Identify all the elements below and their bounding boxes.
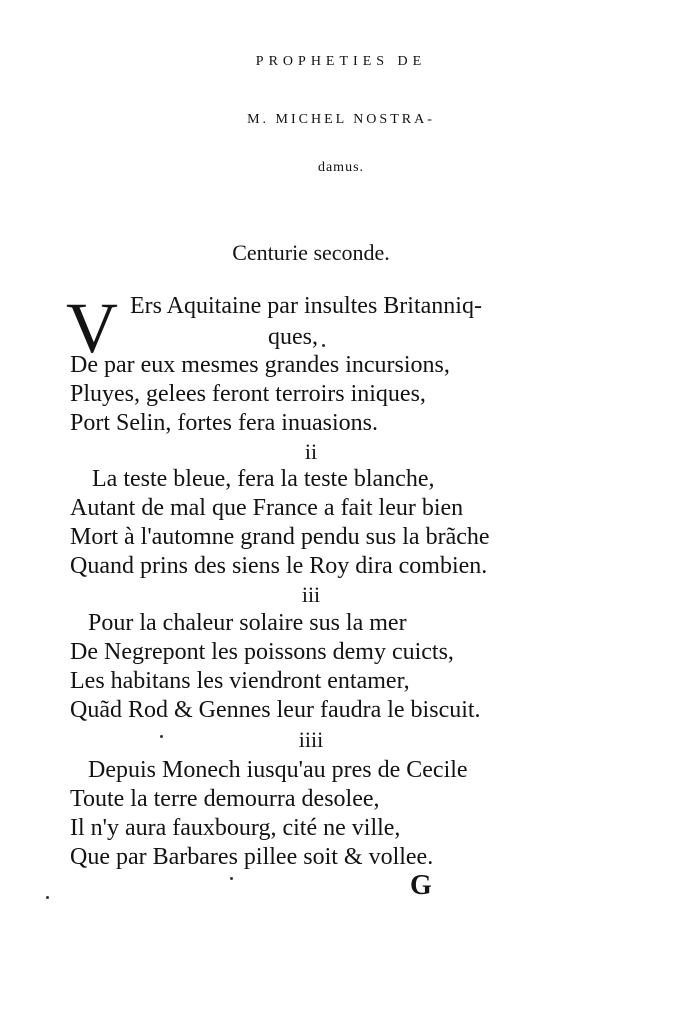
quatrain-number: ii: [304, 439, 318, 464]
verse-line: Les habitans les viendront entamer,: [70, 668, 410, 694]
verse-line: Il n'y aura fauxbourg, cité ne ville,: [70, 815, 401, 841]
scan-speck: [160, 735, 163, 738]
scan-speck: [230, 877, 233, 880]
verse-line: Ers Aquitaine par insultes Britanniq-: [130, 293, 482, 319]
verse-line: De par eux mesmes grandes incursions,: [70, 352, 450, 378]
verse-line: Pluyes, gelees feront terroirs iniques,: [70, 381, 426, 407]
verse-line: Pour la chaleur solaire sus la mer: [88, 610, 407, 636]
quatrain-number: iiii: [298, 727, 324, 752]
title-line-3: damus.: [317, 160, 365, 175]
verse-line: Quand prins des siens le Roy dira combien.: [70, 553, 488, 579]
drop-cap: V: [66, 288, 118, 368]
title-line-2: M. MICHEL NOSTRA-: [247, 112, 435, 127]
verse-line: Mort à l'automne grand pendu sus la brãche: [70, 524, 490, 550]
verse-line: De Negrepont les poissons demy cuicts,: [70, 639, 454, 665]
verse-line: Quãd Rod & Gennes leur faudra le biscuit.: [70, 697, 481, 723]
scan-speck: [322, 344, 325, 347]
verse-line: Autant de mal que France a fait leur bien: [70, 495, 464, 521]
verse-line: Toute la terre demourra desolee,: [70, 786, 380, 812]
century-heading: Centurie seconde.: [232, 240, 390, 265]
verse-line: Depuis Monech iusqu'au pres de Cecile: [88, 757, 468, 783]
scan-speck: [46, 896, 49, 899]
verse-line: La teste bleue, fera la teste blanche,: [92, 466, 435, 492]
signature-mark: G: [410, 870, 432, 901]
verse-line: Port Selin, fortes fera inuasions.: [70, 410, 378, 436]
title-line-1: PROPHETIES DE: [255, 54, 427, 69]
verse-line: Que par Barbares pillee soit & vollee.: [70, 844, 434, 870]
quatrain-number: iii: [301, 582, 321, 607]
verse-line: ques,: [268, 324, 318, 350]
